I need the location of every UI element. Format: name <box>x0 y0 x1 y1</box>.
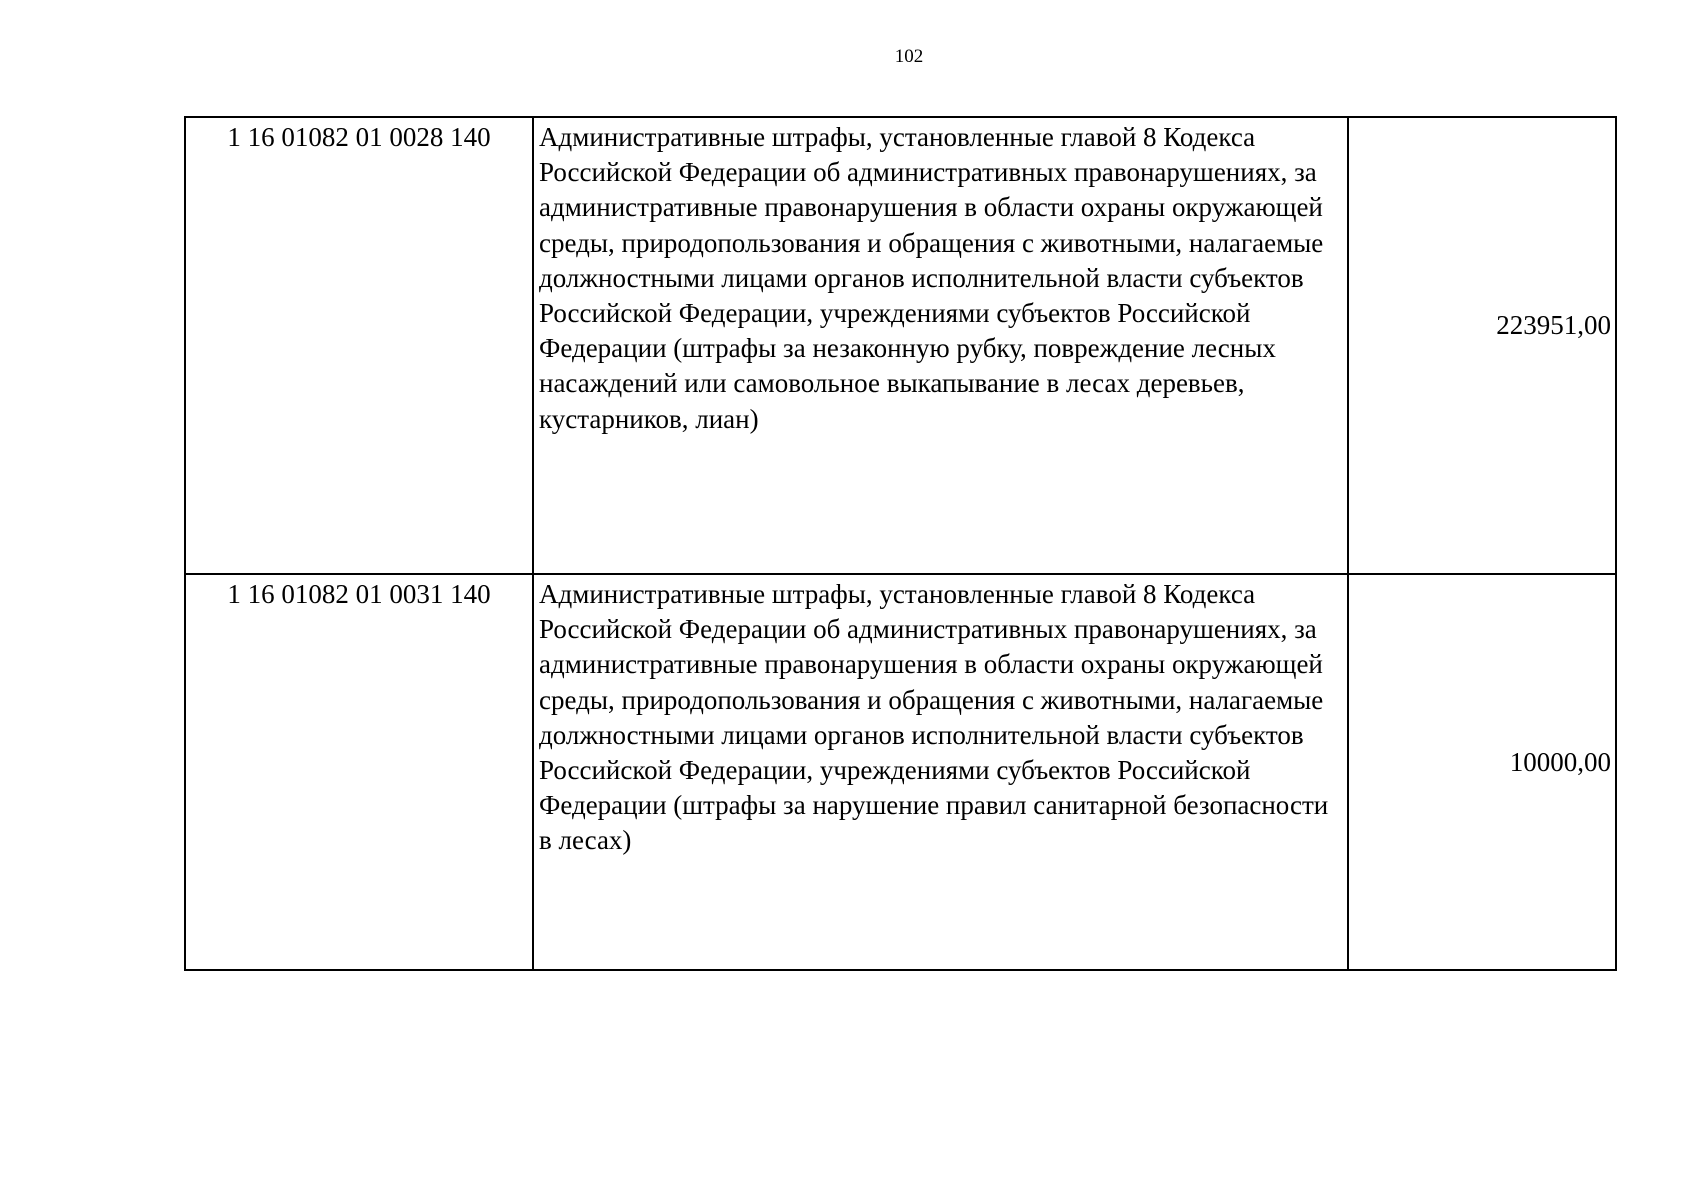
description-cell: Административные штрафы, установленные главой 8 Кодекса Российской Федерации об административных правонарушениях, за административные правонарушения в области охраны окружающей среды, природопользования и обращения с животными, налагаемые должностными лицами органов исполнительной власти субъектов Российской Федерации, учреждениями субъектов Российской Федерации (штрафы за незаконную рубку, повреждение лесных насаждений или самовольное выкапывание в лесах деревьев, кустарников, лиан) <box>533 117 1348 574</box>
budget-code-cell: 1 16 01082 01 0031 140 <box>185 574 533 970</box>
amount-cell: 10000,00 <box>1348 574 1616 970</box>
amount-cell: 223951,00 <box>1348 117 1616 574</box>
budget-table <box>184 116 1617 971</box>
budget-code-cell: 1 16 01082 01 0028 140 <box>185 117 533 574</box>
table-row <box>185 574 1616 970</box>
table-row <box>185 117 1616 574</box>
page-number: 102 <box>894 46 924 67</box>
description-cell: Административные штрафы, установленные главой 8 Кодекса Российской Федерации об административных правонарушениях, за административные правонарушения в области охраны окружающей среды, природопользования и обращения с животными, налагаемые должностными лицами органов исполнительной власти субъектов Российской Федерации, учреждениями субъектов Российской Федерации (штрафы за нарушение правил санитарной безопасности в лесах) <box>533 574 1348 970</box>
